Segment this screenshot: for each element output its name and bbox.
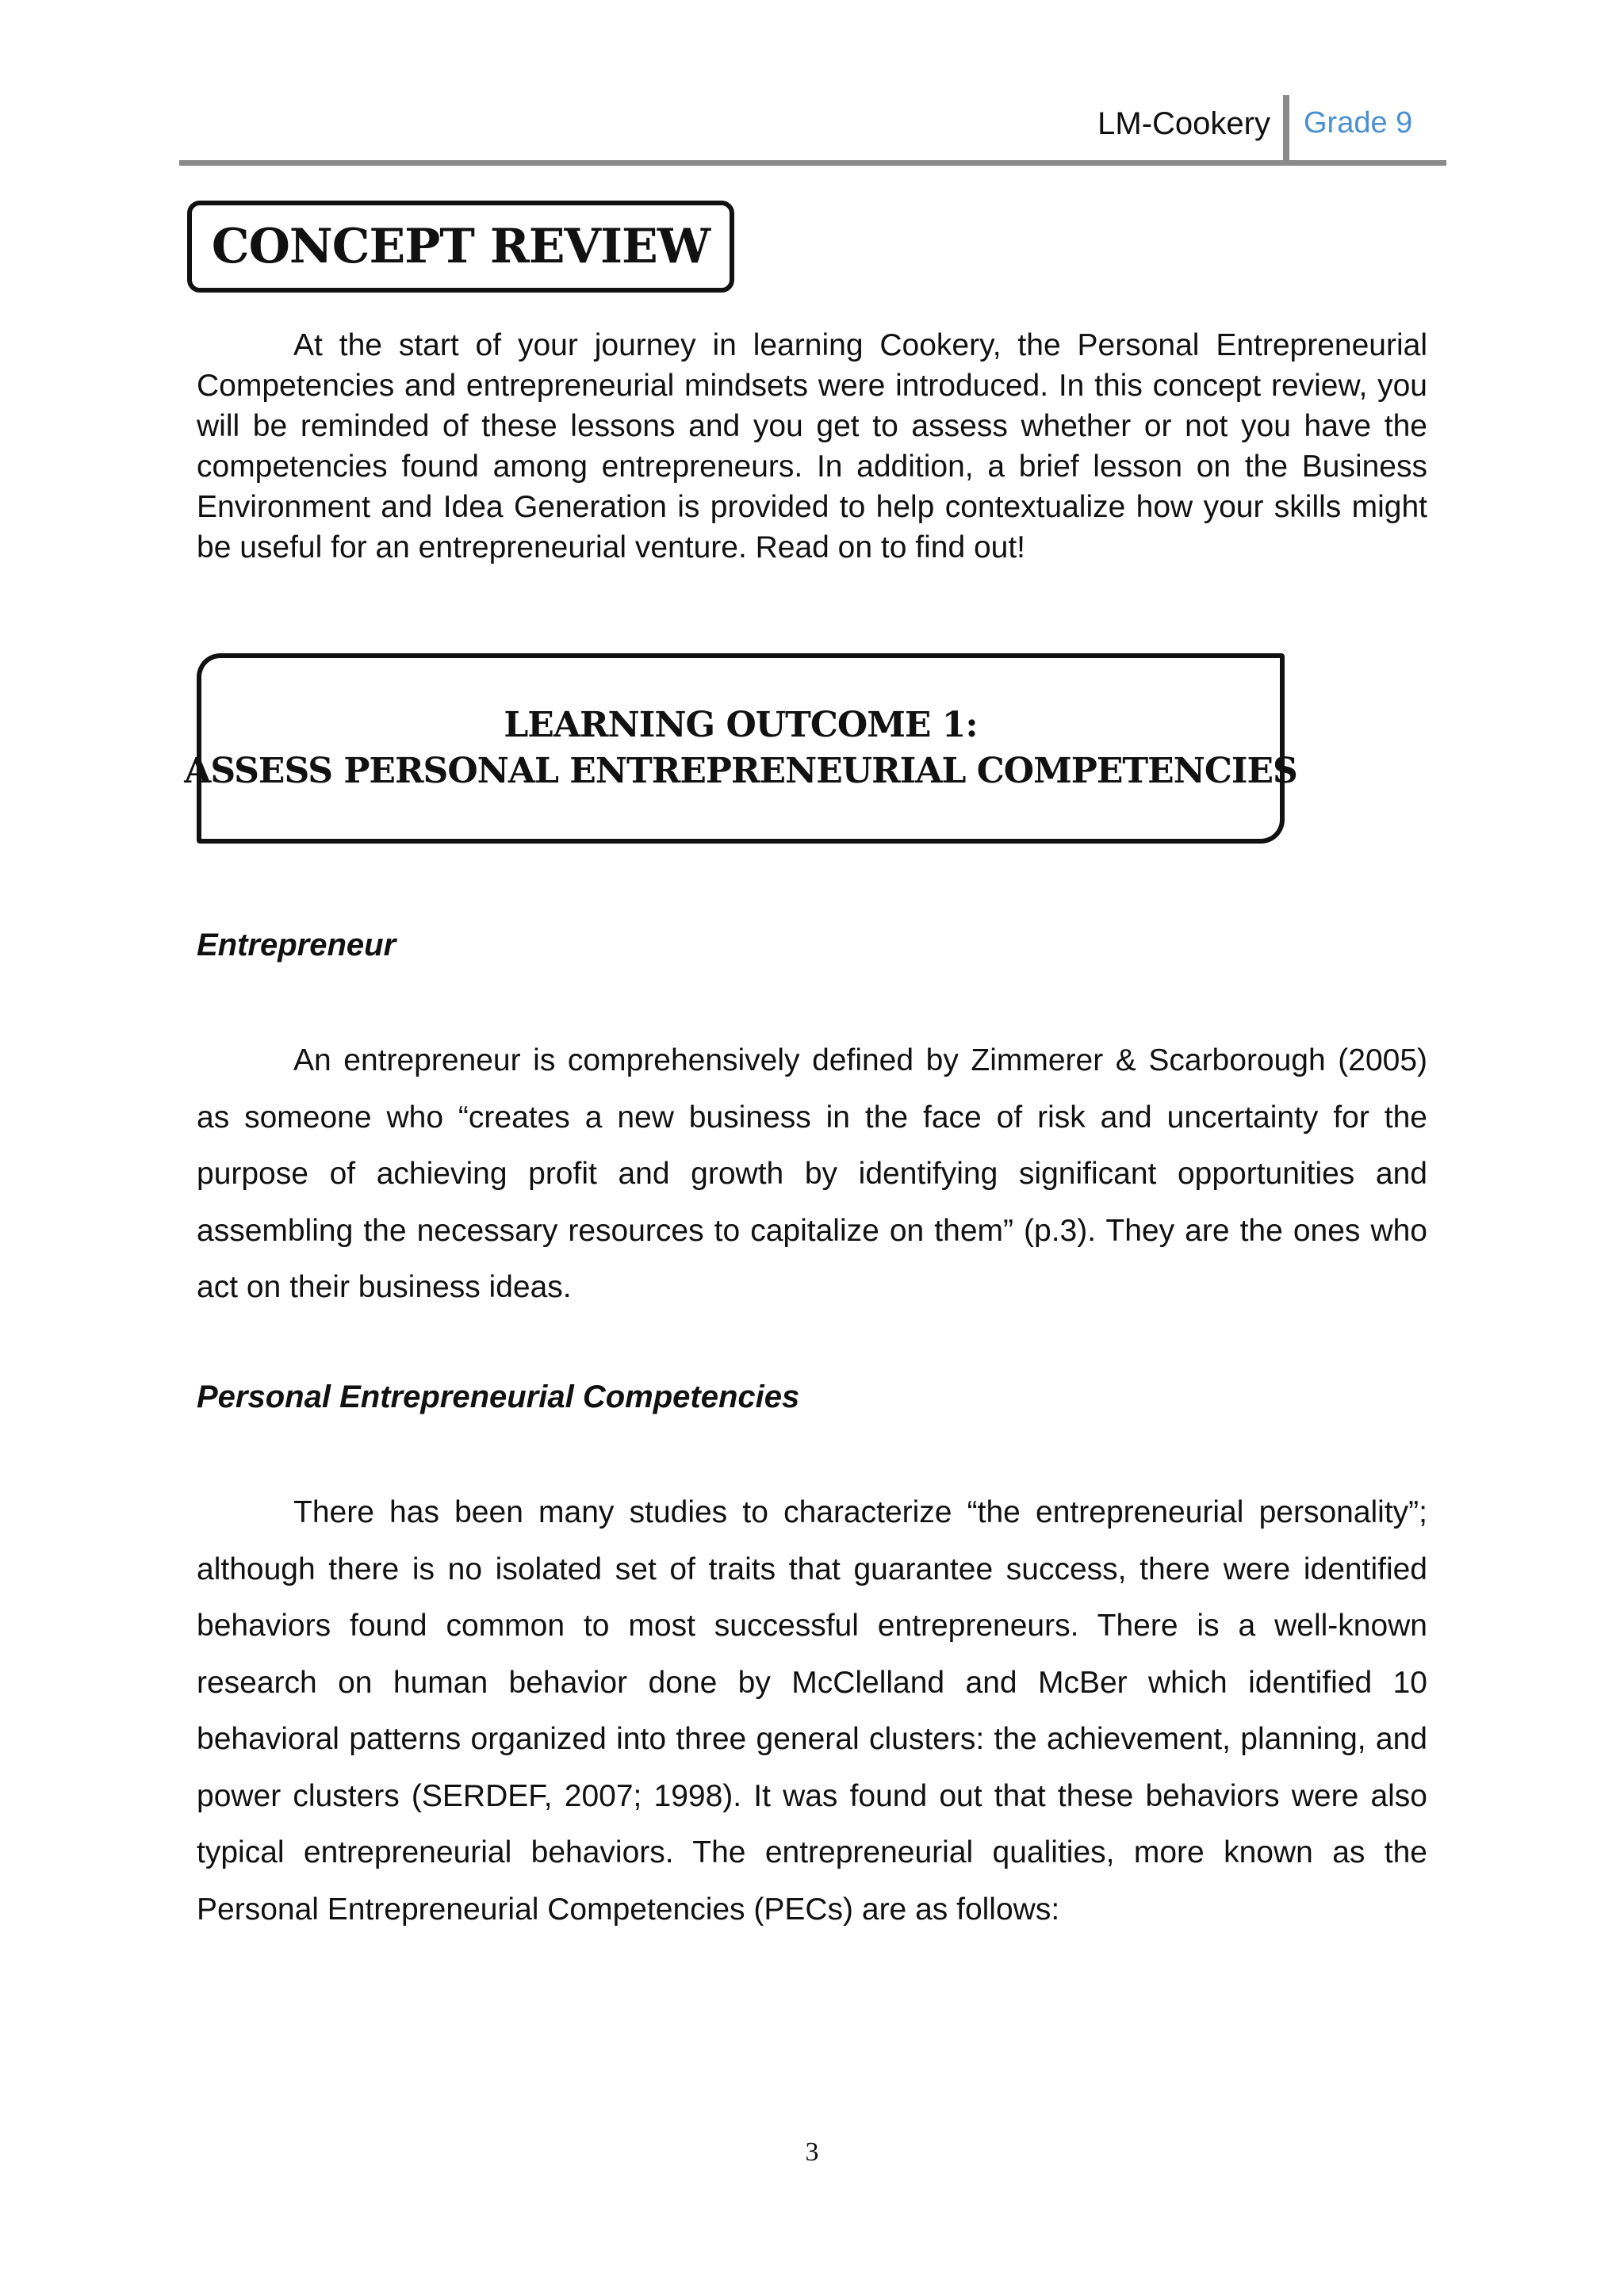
learning-outcome-subtitle: ASSESS PERSONAL ENTREPRENEURIAL COMPETENCIES	[184, 751, 1297, 791]
document-label: LM-Cookery	[1097, 106, 1270, 141]
learning-outcome-title: LEARNING OUTCOME 1:	[504, 705, 978, 745]
concept-review-title: CONCEPT REVIEW	[211, 219, 710, 274]
header-separator	[1283, 95, 1289, 160]
pecs-text: There has been many studies to characterize “the entrepreneurial personality”; although there is no isolated set of traits that guarantee success, there were identified behaviors found common to most successful entrepreneurs. There is a well-known research on human behavior done by McClelland and McBer which identified 10 behavioral patterns organized into three general clusters: the achievement, planning, and power clusters (SERDEF, 2007; 1998). It was found out that these behaviors were also typical entrepreneurial behaviors. The entrepreneurial qualities, more known as the Personal Entrepreneurial Competencies (PECs) are as follows:	[197, 1495, 1427, 1927]
entrepreneur-text: An entrepreneur is comprehensively defined by Zimmerer & Scarborough (2005) as someone who “creates a new business in the face of risk and uncertainty for the purpose of achieving profit and growth by identifying significant opportunities and assembling the necessary resources to capitalize on them” (p.3). They are the ones who act on their business ideas.	[197, 1043, 1427, 1304]
grade-label: Grade 9	[1304, 106, 1413, 140]
page-header	[179, 95, 1446, 166]
entrepreneur-paragraph	[197, 1032, 1427, 1316]
learning-outcome-box	[184, 653, 1297, 844]
concept-review-box	[187, 201, 734, 293]
page-number: 3	[805, 2137, 819, 2167]
pecs-paragraph	[197, 1484, 1427, 1938]
section-heading-entrepreneur: Entrepreneur	[197, 928, 396, 962]
section-heading-pecs: Personal Entrepreneurial Competencies	[197, 1380, 800, 1414]
intro-paragraph	[197, 325, 1427, 568]
intro-text: At the start of your journey in learning Cookery, the Personal Entrepreneurial Competencies and entrepreneurial mindsets were introduced. In this concept review, you will be reminded of these lessons and you get to assess whether or not you have the competencies found among entrepreneurs. In addition, a brief lesson on the Business Environment and Idea Generation is provided to help contextualize how your skills might be useful for an entrepreneurial venture. Read on to find out!	[197, 328, 1427, 564]
